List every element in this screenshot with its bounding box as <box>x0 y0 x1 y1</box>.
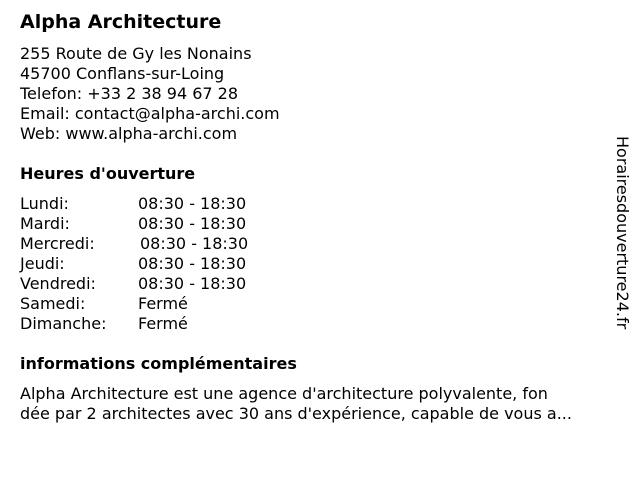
business-name: Alpha Architecture <box>20 11 222 33</box>
business-description <box>20 384 620 424</box>
time-value: Fermé <box>138 314 188 333</box>
opening-hours-heading: Heures d'ouverture <box>20 164 196 183</box>
time-value: 08:30 - 18:30 <box>138 274 247 293</box>
day-label: Samedi: <box>20 294 86 313</box>
day-label: Vendredi: <box>20 274 96 293</box>
phone-line: Telefon: +33 2 38 94 67 28 <box>20 84 239 103</box>
address-line-street: 255 Route de Gy les Nonains <box>20 44 252 63</box>
day-label: Mercredi: <box>20 234 95 253</box>
website-line: Web: www.alpha-archi.com <box>20 124 238 143</box>
description-line: dée par 2 architectes avec 30 ans d'expérience, capable de vous a... <box>20 404 572 423</box>
additional-info-heading: informations complémentaires <box>20 354 297 373</box>
time-value: 08:30 - 18:30 <box>138 254 247 273</box>
day-label: Jeudi: <box>20 254 65 273</box>
day-label: Lundi: <box>20 194 69 213</box>
email-line: Email: contact@alpha-archi.com <box>20 104 280 123</box>
day-label: Dimanche: <box>20 314 107 333</box>
time-value: 08:30 - 18:30 <box>140 234 249 253</box>
time-value: Fermé <box>138 294 188 313</box>
address-line-city: 45700 Conflans-sur-Loing <box>20 64 225 83</box>
time-value: 08:30 - 18:30 <box>138 194 247 213</box>
day-label: Mardi: <box>20 214 70 233</box>
time-value: 08:30 - 18:30 <box>138 214 247 233</box>
description-line: Alpha Architecture est une agence d'architecture polyvalente, fon <box>20 384 548 403</box>
contact-block <box>20 44 280 144</box>
side-brand-watermark: Horairesdouverture24.fr <box>613 136 632 330</box>
